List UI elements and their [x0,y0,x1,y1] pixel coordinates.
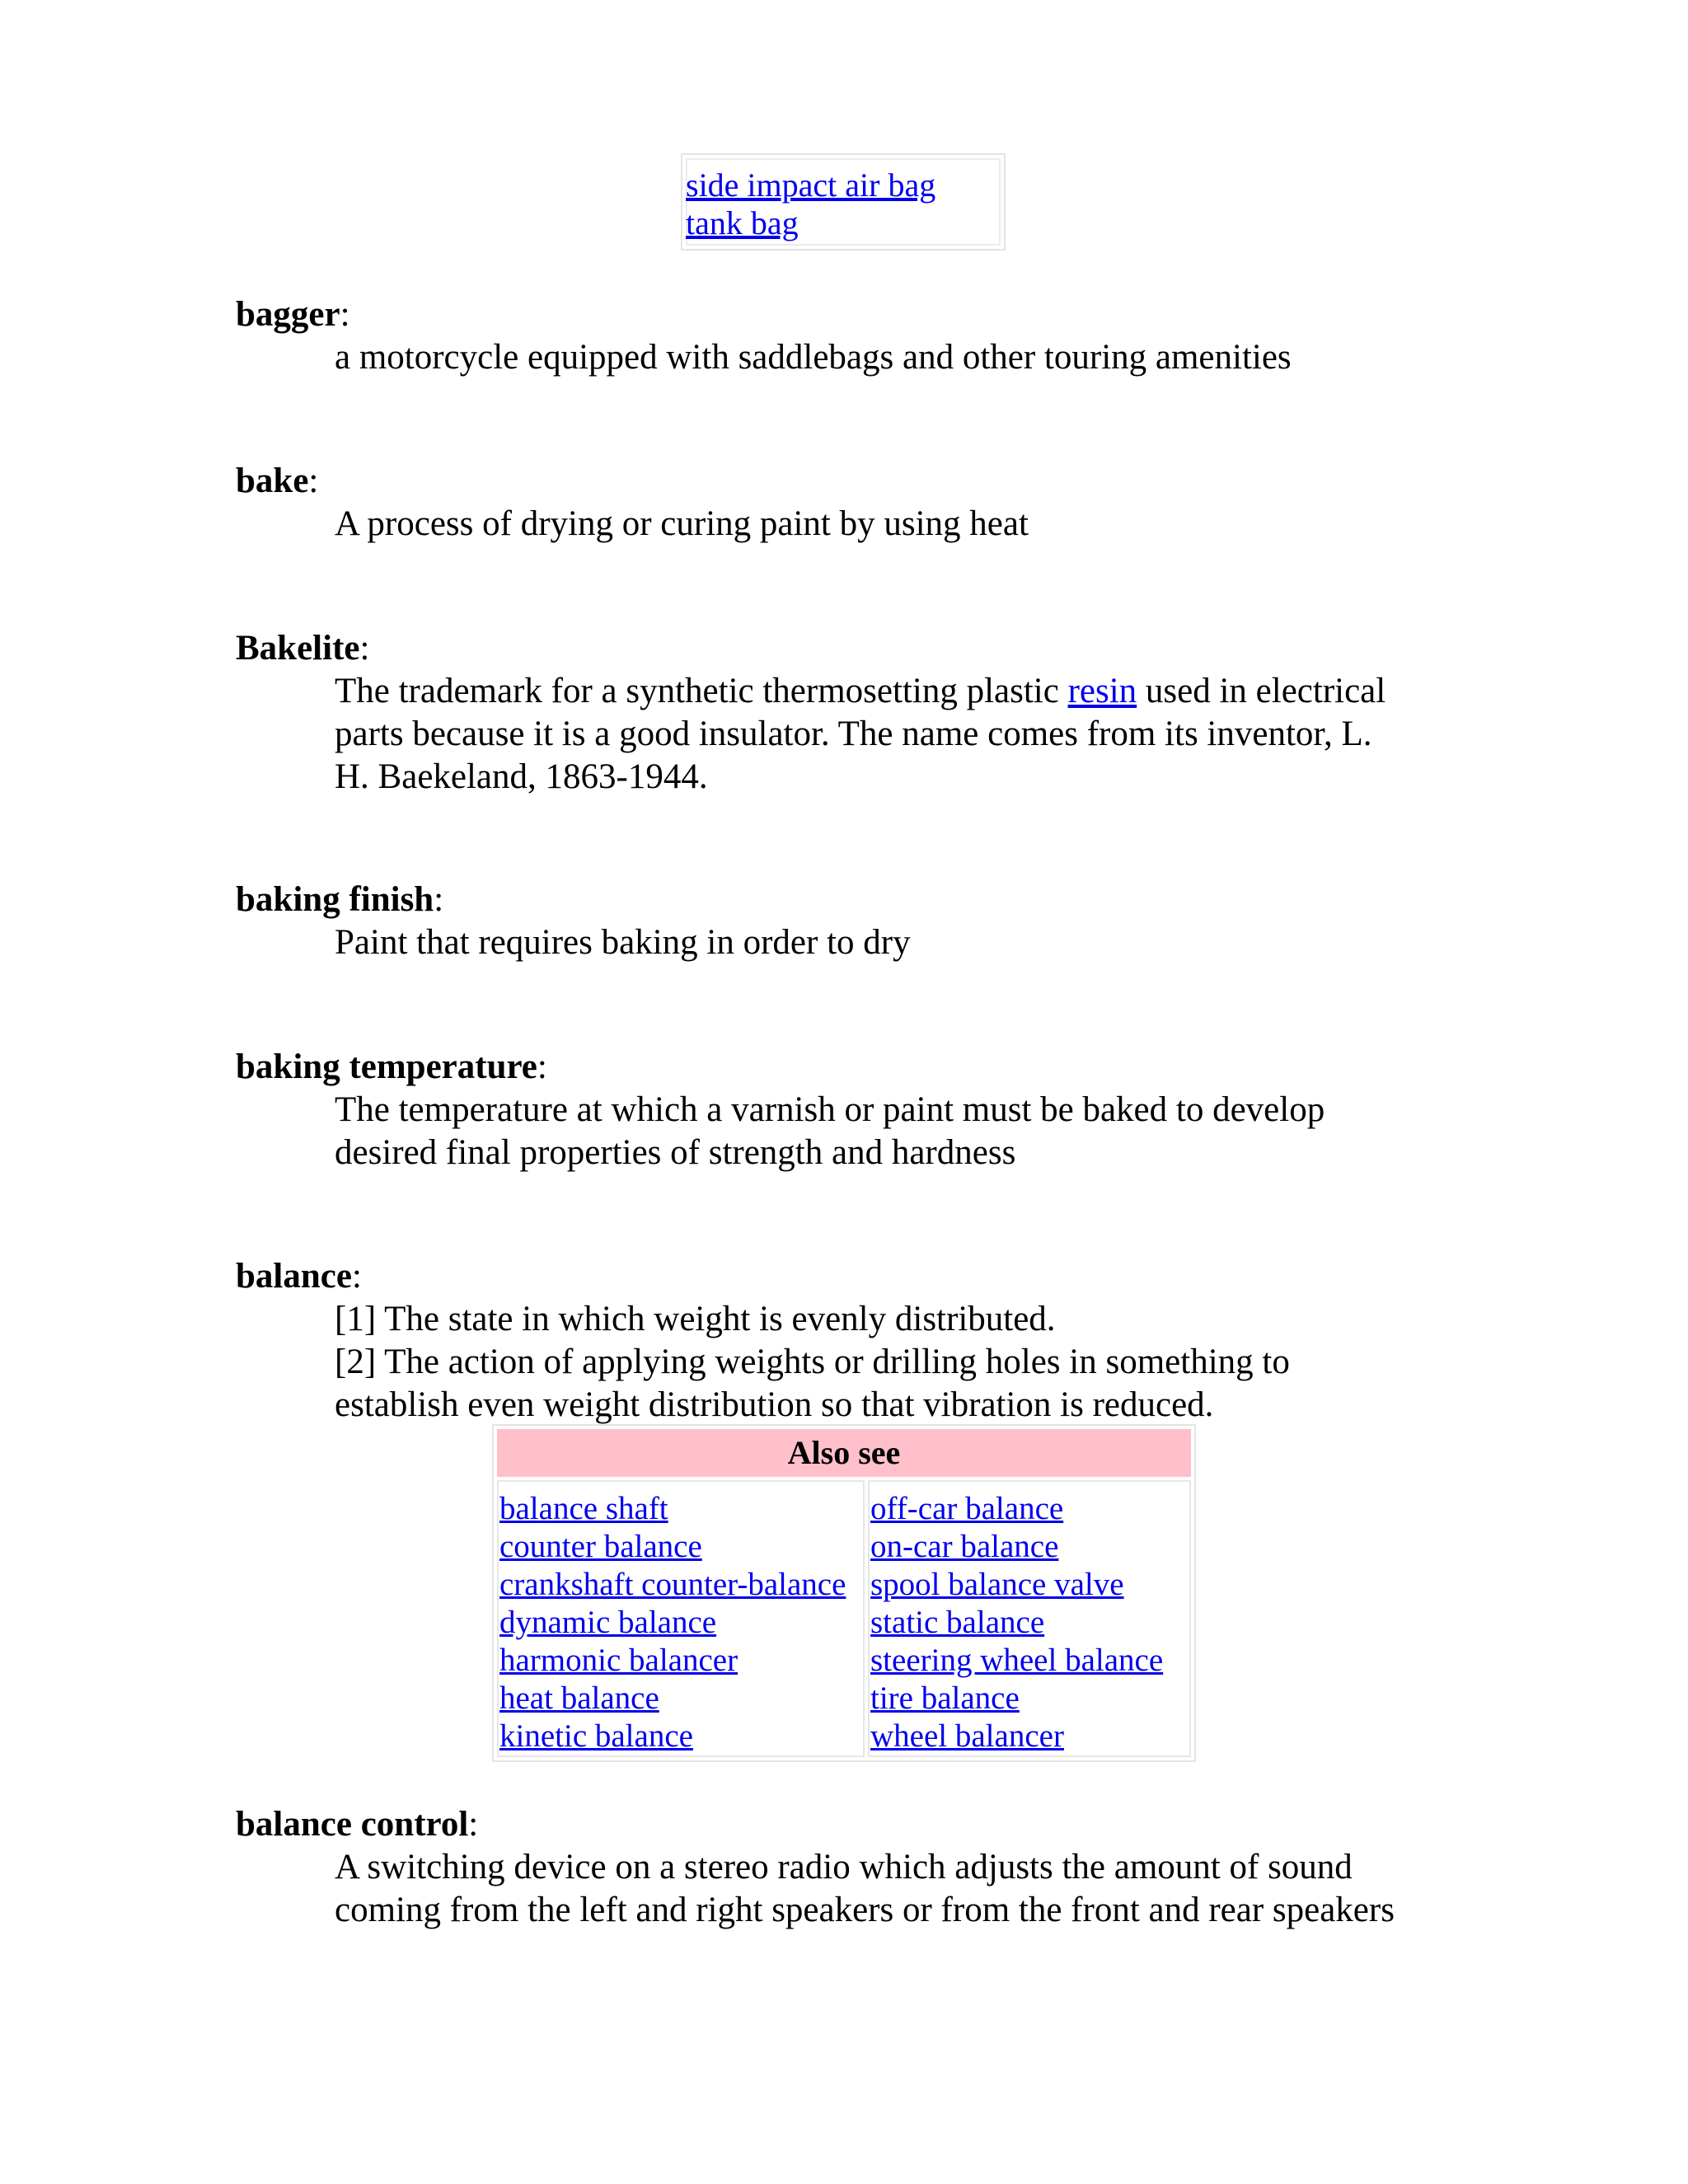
top-links-list [686,166,935,242]
entry-term [236,460,1472,503]
link-spool-balance-valve[interactable]: spool balance valve [870,1567,1124,1602]
link-steering-wheel-balance[interactable]: steering wheel balance [870,1643,1164,1678]
entry-bakelite [236,627,1472,799]
entry-definition [335,1846,1472,1932]
entry-baking-temperature [236,1046,1472,1174]
term-text: baking finish [236,880,434,919]
link-dynamic-balance[interactable]: dynamic balance [499,1605,717,1640]
definition-line: [2] The action of applying weights or drilling holes in something to [335,1343,1290,1381]
definition-text: used in electrical [1137,672,1386,710]
term-separator: : [468,1805,479,1844]
link-side-impact-air-bag[interactable]: side impact air bag [686,166,936,204]
term-text: baking temperature [236,1047,537,1086]
entry-definition [335,1089,1472,1174]
term-text: bake [236,462,309,500]
link-tank-bag[interactable]: tank bag [686,204,799,241]
term-separator: : [359,629,370,668]
definition-line: The temperature at which a varnish or paint must be baked to develop [335,1090,1325,1129]
entry-definition [335,921,1472,964]
link-kinetic-balance[interactable]: kinetic balance [499,1718,693,1754]
definition-line: desired final properties of strength and hardness [335,1133,1016,1172]
definition-line: [1] The state in which weight is evenly distributed. [335,1300,1056,1338]
entry-term [236,1803,1472,1846]
entry-bake [236,460,1472,546]
term-text: Bakelite [236,629,360,668]
link-on-car-balance[interactable]: on-car balance [870,1529,1059,1564]
term-separator: : [308,462,319,500]
link-heat-balance[interactable]: heat balance [499,1680,659,1716]
entry-definition [335,670,1472,799]
link-tire-balance[interactable]: tire balance [870,1680,1020,1716]
also-see-left-links [499,1490,846,1755]
definition-line: a motorcycle equipped with saddlebags and other touring amenities [335,338,1292,377]
entry-balance-control [236,1803,1472,1932]
term-text: balance control [236,1805,469,1844]
definition-line: H. Baekeland, 1863-1944. [335,757,708,796]
link-harmonic-balancer[interactable]: harmonic balancer [499,1643,738,1678]
entry-balance [236,1255,1472,1427]
also-see-right-links [870,1490,1163,1755]
link-off-car-balance[interactable]: off-car balance [870,1491,1064,1526]
term-text: bagger [236,295,340,334]
entry-baking-finish [236,879,1472,964]
link-balance-shaft[interactable]: balance shaft [499,1491,668,1526]
link-resin[interactable]: resin [1067,672,1137,710]
term-separator: : [434,880,444,919]
entry-term [236,1046,1472,1089]
definition-line: A switching device on a stereo radio which adjusts the amount of sound [335,1848,1353,1886]
term-separator: : [340,295,350,334]
definition-line [335,670,1472,713]
definition-text: The trademark for a synthetic thermosetting plastic [335,672,1068,710]
definition-line: coming from the left and right speakers or from the front and rear speakers [335,1891,1395,1929]
link-static-balance[interactable]: static balance [870,1605,1045,1640]
term-separator: : [351,1257,362,1296]
definition-line: A process of drying or curing paint by using heat [335,504,1029,543]
also-see-header: Also see [497,1429,1191,1477]
entry-definition [335,1298,1472,1427]
definition-line: parts because it is a good insulator. The name comes from its inventor, L. [335,715,1372,753]
also-see-table [492,1424,1196,1762]
link-counter-balance[interactable]: counter balance [499,1529,702,1564]
entry-bagger [236,293,1472,379]
definition-line: establish even weight distribution so that vibration is reduced. [335,1385,1214,1424]
entry-term [236,879,1472,921]
entry-term [236,293,1472,336]
term-text: balance [236,1257,352,1296]
link-wheel-balancer[interactable]: wheel balancer [870,1718,1064,1754]
entry-definition [335,336,1472,379]
definition-line: Paint that requires baking in order to dry [335,923,911,962]
entry-term [236,1255,1472,1298]
entry-definition [335,503,1472,546]
term-separator: : [537,1047,547,1086]
link-crankshaft-counter-balance[interactable]: crankshaft counter-balance [499,1567,846,1602]
entry-term [236,627,1472,670]
